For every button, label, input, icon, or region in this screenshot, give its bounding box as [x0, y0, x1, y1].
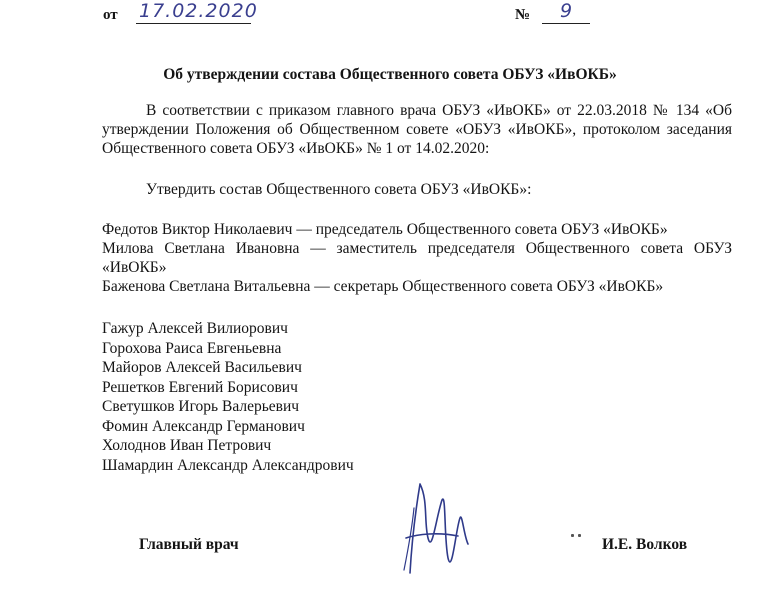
document-title: Об утверждении состава Общественного совета ОБУЗ «ИвОКБ» — [163, 66, 617, 83]
signatory-position: Главный врач — [139, 536, 239, 553]
approve-line: Утвердить состав Общественного совета ОБУЗ «ИвОКБ»: — [146, 181, 532, 198]
number-label: № — [515, 7, 531, 23]
member-item: Решетков Евгений Борисович — [102, 378, 298, 396]
member-item: Майоров Алексей Васильевич — [102, 359, 302, 376]
handwritten-signature — [398, 478, 478, 588]
intro-paragraph — [102, 101, 732, 158]
member-item: Светушков Игорь Валерьевич — [102, 398, 300, 415]
mark-dot — [571, 534, 574, 537]
role-chairman: Федотов Виктор Николаевич — председатель Общественного совета ОБУЗ «ИвОКБ» — [102, 221, 668, 238]
date-underline — [136, 23, 251, 24]
mark-dot — [578, 534, 581, 537]
date-label: от — [103, 7, 118, 23]
role-secretary: Баженова Светлана Витальевна — секретарь Общественного совета ОБУЗ «ИвОКБ» — [102, 278, 664, 295]
intro-text: В соответствии с приказом главного врача ОБУЗ «ИвОКБ» от 22.03.2018 № 134 «Об утверждении Положения об Общественном совете «ОБУЗ «ИвОКБ», протоколом заседания Общественного совета ОБУЗ «ИвОКБ» № 1 от 14.02.2020: — [102, 102, 732, 157]
handwritten-number: 9 — [560, 0, 574, 22]
signatory-name: И.Е. Волков — [602, 536, 688, 553]
number-underline — [542, 23, 590, 24]
member-item: Фомин Александр Германович — [102, 417, 305, 435]
members-list — [102, 319, 354, 475]
member-item: Холоднов Иван Петрович — [102, 437, 272, 454]
member-item: Шамардин Александр Александрович — [102, 456, 354, 474]
member-item: Горохова Раиса Евгеньевна — [102, 339, 282, 357]
member-item: Гажур Алексей Вилиорович — [102, 320, 288, 337]
role-deputy: Милова Светлана Ивановна — заместитель председателя Общественного совета ОБУЗ «ИвОКБ» — [102, 240, 732, 276]
roles-list — [102, 220, 732, 296]
handwritten-date: 17.02.2020 — [139, 0, 258, 22]
